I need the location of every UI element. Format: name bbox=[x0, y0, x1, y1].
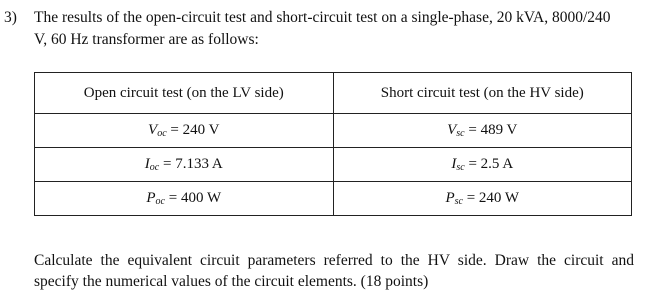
subscript: oc bbox=[155, 196, 165, 207]
question-instructions bbox=[34, 250, 634, 292]
open-circuit-header: Open circuit test (on the LV side) bbox=[35, 73, 334, 114]
value: = 7.133 A bbox=[162, 156, 223, 172]
symbol: I bbox=[144, 156, 150, 172]
symbol: I bbox=[451, 156, 457, 172]
instructions-line-2: specify the numerical values of the circuit elements. (18 points) bbox=[34, 273, 429, 290]
question-number: 3) bbox=[4, 9, 17, 26]
table-row bbox=[35, 114, 632, 148]
isc-cell bbox=[333, 148, 632, 182]
poc-cell bbox=[35, 182, 334, 216]
ioc-cell bbox=[35, 148, 334, 182]
value: = 240 W bbox=[466, 190, 520, 206]
table-row bbox=[35, 182, 632, 216]
value: = 2.5 A bbox=[468, 156, 514, 172]
value: = 240 V bbox=[170, 122, 220, 138]
instructions-line-1: Calculate the equivalent circuit parameters referred to the HV side. Draw the circuit and bbox=[34, 252, 634, 269]
subscript: sc bbox=[454, 196, 463, 207]
symbol: V bbox=[148, 122, 158, 138]
question-text-line-2: V, 60 Hz transformer are as follows: bbox=[34, 31, 259, 48]
table-header-row bbox=[35, 73, 632, 114]
question-text-line-1: The results of the open-circuit test and short-circuit test on a single-phase, 20 kVA, 8000/240 bbox=[34, 9, 611, 26]
subscript: oc bbox=[149, 162, 160, 173]
subscript: oc bbox=[157, 128, 167, 139]
short-circuit-header: Short circuit test (on the HV side) bbox=[333, 73, 632, 114]
psc-cell bbox=[333, 182, 632, 216]
subscript: sc bbox=[456, 162, 465, 173]
test-results-table bbox=[34, 72, 632, 216]
voc-cell bbox=[35, 114, 334, 148]
symbol: V bbox=[447, 122, 457, 138]
value: = 489 V bbox=[468, 122, 518, 138]
symbol: P bbox=[445, 190, 455, 206]
symbol: P bbox=[146, 190, 156, 206]
subscript: sc bbox=[456, 128, 465, 139]
table-row bbox=[35, 148, 632, 182]
vsc-cell bbox=[333, 114, 632, 148]
value: = 400 W bbox=[168, 190, 222, 206]
